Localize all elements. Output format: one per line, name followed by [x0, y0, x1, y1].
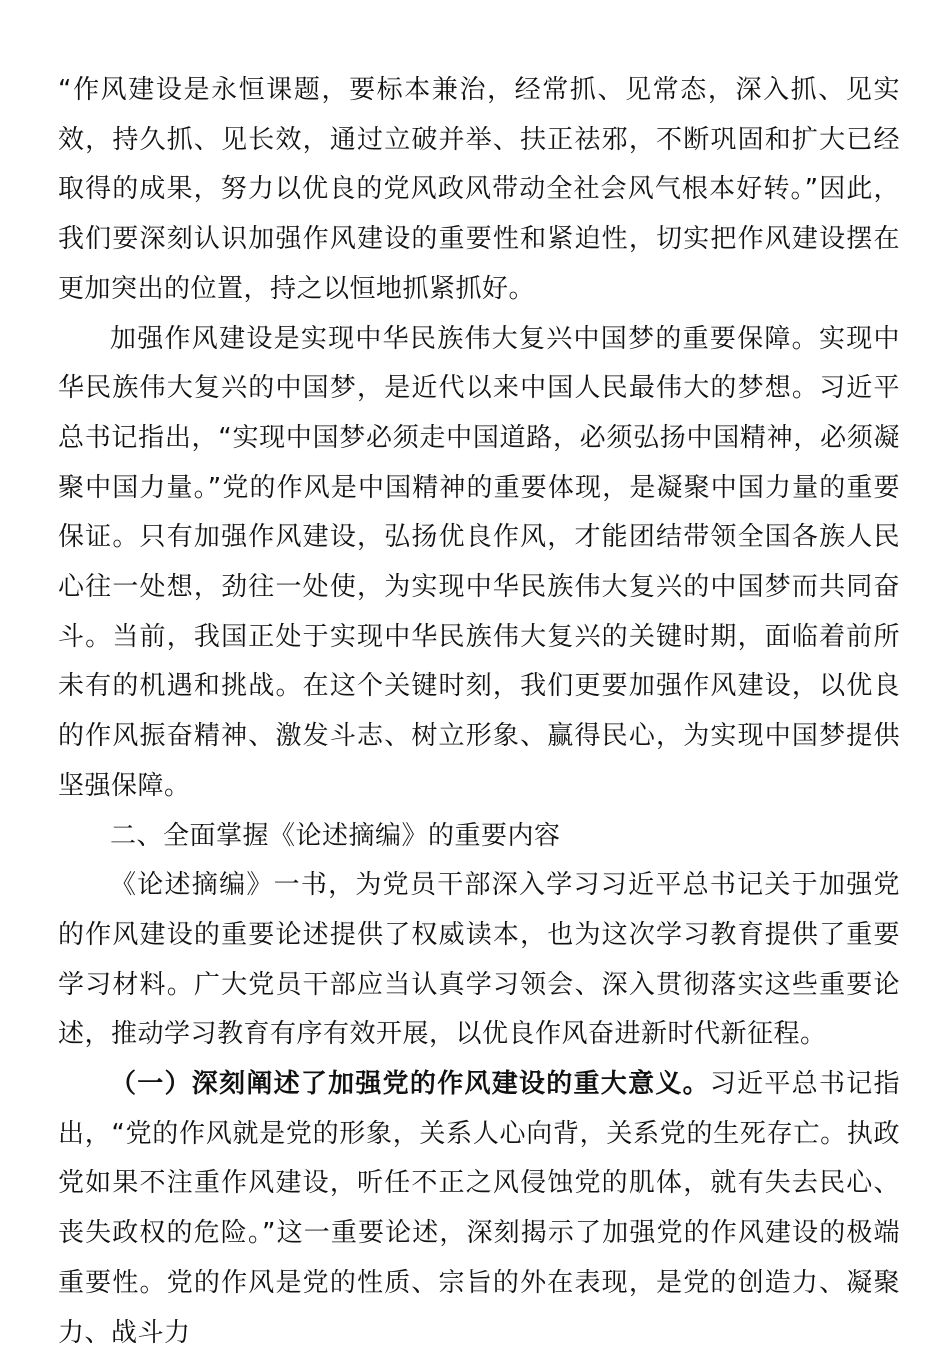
section-heading [58, 812, 900, 862]
section-heading-text: 二、全面掌握《论述摘编》的重要内容 [110, 820, 561, 851]
paragraph-text: 习近平总书记指出，“党的作风就是党的形象，关系人心向背，关系党的生死存亡。执政党如果不注重作风建设，听任不正之风侵蚀党的肌体，就有失去民心、丧失政权的危险。”这一重要论述，深刻揭示了加强党的作风建设的极端重要性。党的作风是党的性质、宗旨的外在表现，是党的创造力、凝聚力、战斗力 [58, 1069, 900, 1348]
paragraph-quote-closing [58, 66, 900, 315]
paragraph-text: “作风建设是永恒课题，要标本兼治，经常抓、见常态，深入抓、见实效，持久抓、见长效，通过立破并举、扶正祛邪，不断巩固和扩大已经取得的成果，努力以优良的党风政风带动全社会风气根本好转。”因此，我们要深刻认识加强作风建设的重要性和紧迫性，切实把作风建设摆在更加突出的位置，持之以恒地抓紧抓好。 [58, 75, 900, 304]
paragraph-text: 《论述摘编》一书，为党员干部深入学习习近平总书记关于加强党的作风建设的重要论述提供了权威读本，也为这次学习教育提供了重要学习材料。广大党员干部应当认真学习领会、深入贯彻落实这些重要论述，推动学习教育有序有效开展，以优良作风奋进新时代新征程。 [58, 870, 900, 1050]
document-body [58, 66, 900, 1358]
paragraph-china-dream [58, 315, 900, 812]
paragraph-text: 加强作风建设是实现中华民族伟大复兴中国梦的重要保障。实现中华民族伟大复兴的中国梦，是近代以来中国人民最伟大的梦想。习近平总书记指出，“实现中国梦必须走中国道路，必须弘扬中国精神，必须凝聚中国力量。”党的作风是中国精神的重要体现，是凝聚中国力量的重要保证。只有加强作风建设，弘扬优良作风，才能团结带领全国各族人民心往一处想，劲往一处使，为实现中华民族伟大复兴的中国梦而共同奋斗。当前，我国正处于实现中华民族伟大复兴的关键时期，面临着前所未有的机遇和挑战。在这个关键时刻，我们更要加强作风建设，以优良的作风振奋精神、激发斗志、树立形象、赢得民心，为实现中国梦提供坚强保障。 [58, 323, 900, 801]
paragraph-significance [58, 1060, 900, 1358]
paragraph-book-intro [58, 861, 900, 1060]
subheading-bold-lead: （一）深刻阐述了加强党的作风建设的重大意义。 [110, 1069, 710, 1100]
